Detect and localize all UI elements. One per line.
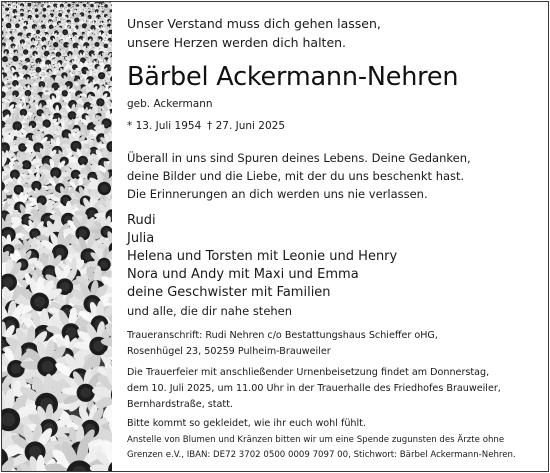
donation-line-1: Anstelle von Blumen und Kränzen bitten wir um eine Spende zugunsten des Ärzte ohne: [127, 435, 505, 445]
death-date: † 27. Juni 2025: [207, 120, 286, 132]
family-extra: und alle, die dir nahe stehen: [127, 304, 293, 318]
address-line-2: Rosenhügel 23, 50259 Pulheim-Brauweiler: [127, 346, 331, 357]
dress-code: Bitte kommt so gekleidet, wie ihr euch wohl fühlt.: [127, 418, 366, 429]
ceremony-line-2: dem 10. Juli 2025, um 11.00 Uhr in der Trauerhalle des Friedhofes Brauweiler,: [127, 383, 501, 394]
motto-line-2: unsere Herzen werden dich halten.: [127, 35, 347, 50]
family-member: Nora und Andy mit Maxi und Emma: [127, 267, 359, 282]
family-member: Helena und Torsten mit Leonie und Henry: [127, 249, 398, 264]
sunflower-field-image: [2, 2, 112, 471]
birth-date: * 13. Juli 1954: [127, 120, 202, 132]
deceased-name: Bärbel Ackermann-Nehren: [127, 62, 459, 92]
quote-line-3: Die Erinnerungen an dich werden uns nie verlassen.: [127, 187, 428, 201]
birth-name: geb. Ackermann: [127, 98, 213, 110]
quote-line-1: Überall in uns sind Spuren deines Lebens. Deine Gedanken,: [127, 151, 471, 165]
ceremony-line-3: Bernhardstraße, statt.: [127, 399, 234, 410]
family-member: deine Geschwister mit Familien: [127, 285, 331, 300]
sunflower-photo: [2, 2, 112, 471]
family-member: Rudi: [127, 213, 156, 228]
quote-line-2: deine Bilder und die Liebe, mit der du uns beschenkt hast.: [127, 169, 465, 183]
obituary-text: [127, 2, 545, 471]
obituary-card: [1, 1, 549, 472]
address-line-1: Traueranschrift: Rudi Nehren c/o Bestattungshaus Schieffer oHG,: [127, 330, 438, 341]
ceremony-line-1: Die Trauerfeier mit anschließender Urnenbeisetzung findet am Donnerstag,: [127, 367, 490, 378]
donation-line-2: Grenzen e.V., IBAN: DE72 3702 0500 0009 7097 00, Stichwort: Bärbel Ackermann-Nehren.: [127, 450, 516, 460]
motto-line-1: Unser Verstand muss dich gehen lassen,: [127, 16, 381, 31]
family-member: Julia: [127, 231, 155, 246]
